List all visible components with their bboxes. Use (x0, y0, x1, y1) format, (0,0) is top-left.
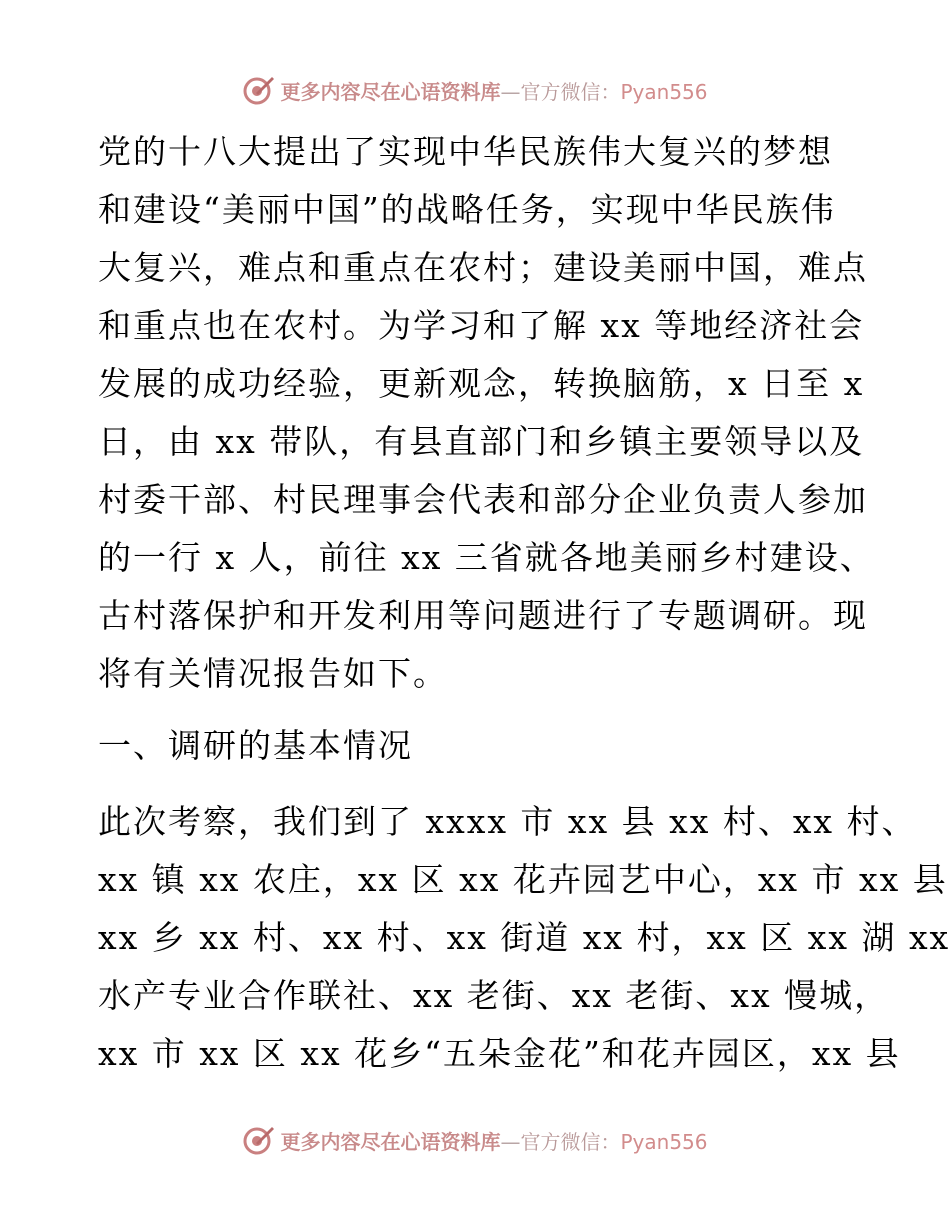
section-heading: 一、调研的基本情况 (98, 726, 413, 765)
pen-logo-icon (242, 73, 276, 107)
paragraph-line: 日，由 xx 带队，有县直部门和乡镇主要领导以及 (98, 422, 865, 461)
paragraph-line: 发展的成功经验，更新观念，转换脑筋，x 日至 x (98, 364, 865, 403)
header-watermark (0, 70, 950, 110)
paragraph-line: 村委干部、村民理事会代表和部分企业负责人参加 (98, 480, 868, 519)
paragraph-line: xx 乡 xx 村、xx 村、xx 街道 xx 村，xx 区 xx 湖 xx (98, 918, 950, 957)
watermark-text (280, 1126, 707, 1155)
paragraph-line: 水产专业合作联社、xx 老街、xx 老街、xx 慢城， (98, 976, 890, 1015)
watermark-wechat-id: Pyan556 (620, 1129, 708, 1154)
footer-watermark (0, 1120, 950, 1160)
watermark-main: 更多内容尽在心语资料库 (280, 1129, 501, 1154)
watermark-text (280, 76, 707, 105)
watermark-separator: — (500, 1129, 521, 1154)
paragraph-line: 的一行 x 人，前往 xx 三省就各地美丽乡村建设、 (98, 538, 875, 577)
paragraph-line: 党的十八大提出了实现中华民族伟大复兴的梦想 (98, 132, 833, 171)
paragraph-line: 此次考察，我们到了 xxxx 市 xx 县 xx 村、xx 村、 (98, 802, 917, 841)
paragraph-line: 将有关情况报告如下。 (98, 654, 448, 693)
paragraph-line: 和建设“美丽中国”的战略任务，实现中华民族伟 (98, 190, 836, 229)
watermark-wechat-id: Pyan556 (620, 79, 708, 104)
paragraph-line: 古村落保护和开发利用等问题进行了专题调研。现 (98, 596, 868, 635)
watermark-main: 更多内容尽在心语资料库 (280, 79, 501, 104)
paragraph-line: xx 市 xx 区 xx 花乡“五朵金花”和花卉园区，xx 县 (98, 1034, 901, 1073)
paragraph-line: 和重点也在农村。为学习和了解 xx 等地经济社会 (98, 306, 865, 345)
pen-logo-icon (242, 1123, 276, 1157)
watermark-wechat-label: 官方微信： (520, 1129, 621, 1154)
watermark-wechat-label: 官方微信： (520, 79, 621, 104)
paragraph-line: xx 镇 xx 农庄，xx 区 xx 花卉园艺中心，xx 市 xx 县 (98, 860, 948, 899)
paragraph-line: 大复兴，难点和重点在农村；建设美丽中国，难点 (98, 248, 868, 287)
watermark-separator: — (500, 79, 521, 104)
